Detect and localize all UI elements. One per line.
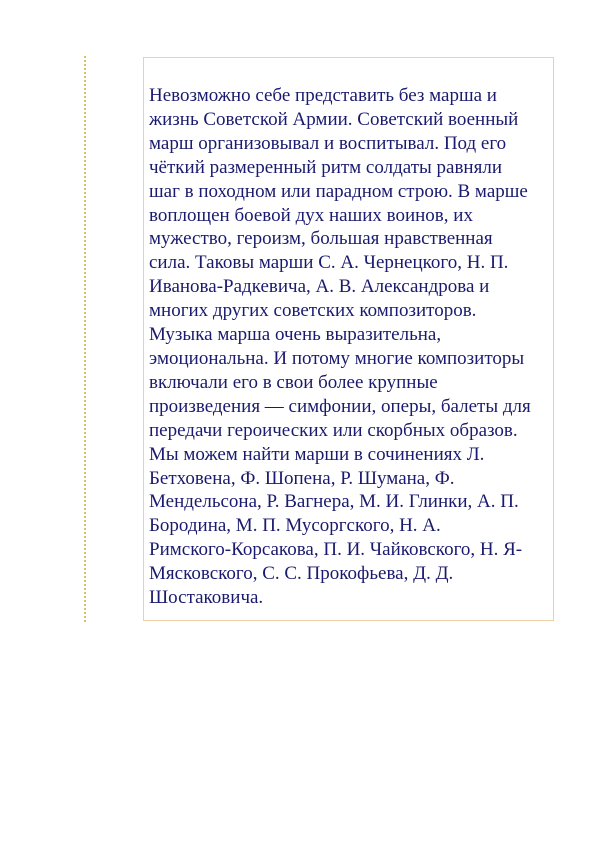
body-paragraph: Невозможно себе представить без марша и жизнь Советской Армии. Советский военный марш организовывал и воспитывал. Под его чёткий размеренный ритм солдаты равняли шаг в походном или парадном строю. В марше воплощен боевой дух наших воинов, их мужество, героизм, большая нравственная сила. Таковы марши С. А. Чернецкого, Н. П. Иванова-Радкевича, А. В. Александрова и многих других советских композиторов. Музыка марша очень выразительна, эмоциональна. И потому многие композиторы включали его в свои более крупные произведения — симфонии, оперы, балеты для передачи героических или скорбных образов. Мы можем найти марши в сочинениях Л. Бетховена, Ф. Шопена, Р. Шумана, Ф. Мендельсона, Р. Вагнера, М. И. Глинки, А. П. Бородина, М. П. Мусоргского, Н. А. Римского-Корсакова, П. И. Чайковского, Н. Я- Мясковского, С. С. Прокофьева, Д. Д. Шостаковича. [149, 85, 531, 609]
text-frame [143, 57, 554, 621]
margin-dotted-line [84, 56, 86, 622]
